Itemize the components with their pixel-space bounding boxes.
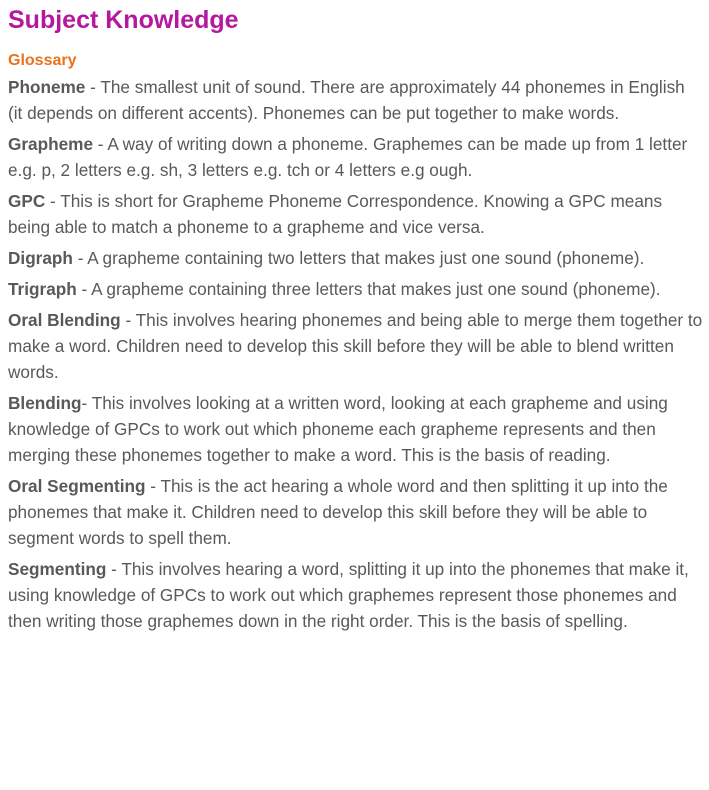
glossary-entry-oral-blending [8, 308, 703, 386]
term-separator: - [76, 279, 92, 300]
glossary-definition: This is short for Grapheme Phoneme Correspondence. Knowing a GPC means being able to match a phoneme to a grapheme and vice versa. [8, 191, 663, 237]
glossary-definition: This is the act hearing a whole word and then splitting it up into the phonemes that make it. Children need to develop this skill before they will be able to segment words to spell them. [8, 476, 668, 548]
glossary-entry-segmenting [8, 557, 703, 635]
glossary-entry-trigraph [8, 277, 703, 303]
term-separator: - [85, 77, 101, 97]
term-separator: - [93, 134, 108, 154]
glossary-definition: A grapheme containing two letters that makes just one sound (phoneme). [87, 248, 645, 268]
term-separator: - [120, 310, 136, 331]
glossary-term: GPC [8, 191, 46, 211]
glossary-definition: The smallest unit of sound. There are approximately 44 phonemes in English (it depends on different accents). Phonemes can be put together to make words. [8, 77, 685, 123]
glossary-term: Phoneme [8, 77, 86, 97]
glossary-term: Grapheme [8, 134, 94, 154]
glossary-definition: This involves looking at a written word, looking at each grapheme and using knowledge of GPCs to work out which phoneme each grapheme represents and then merging these phonemes together to make a word. This is the basis of reading. [8, 393, 668, 465]
glossary-term: Trigraph [8, 279, 77, 300]
glossary-list [8, 75, 703, 635]
glossary-entry-digraph [8, 246, 703, 272]
glossary-definition: A way of writing down a phoneme. Graphemes can be made up from 1 letter e.g. p, 2 letters e.g. sh, 3 letters e.g. tch or 4 letters e.g ough. [8, 134, 688, 180]
term-separator: - [81, 393, 92, 414]
glossary-term: Oral Blending [8, 310, 121, 331]
glossary-term: Blending [8, 393, 82, 414]
glossary-entry-grapheme [8, 132, 703, 184]
glossary-entry-gpc [8, 189, 703, 241]
page-title: Subject Knowledge [8, 6, 239, 34]
term-separator: - [72, 248, 88, 268]
glossary-term: Oral Segmenting [8, 476, 146, 496]
term-separator: - [45, 191, 61, 211]
glossary-heading: Glossary [8, 52, 77, 69]
document-page [8, 0, 703, 640]
glossary-term: Digraph [8, 248, 73, 268]
term-separator: - [106, 558, 122, 579]
glossary-definition: A grapheme containing three letters that makes just one sound (phoneme). [91, 279, 661, 300]
glossary-entry-blending [8, 391, 703, 469]
glossary-definition: This involves hearing a word, splitting it up into the phonemes that make it, using knowledge of GPCs to work out which graphemes represent those phonemes and then writing those graphemes down in the right order. This is the basis of spelling. [8, 558, 689, 631]
glossary-term: Segmenting [8, 558, 107, 579]
term-separator: - [145, 476, 161, 496]
glossary-entry-oral-segmenting [8, 474, 703, 552]
glossary-entry-phoneme [8, 75, 703, 127]
glossary-definition: This involves hearing phonemes and being able to merge them together to make a word. Children need to develop this skill before they will be able to blend written words. [8, 310, 703, 382]
